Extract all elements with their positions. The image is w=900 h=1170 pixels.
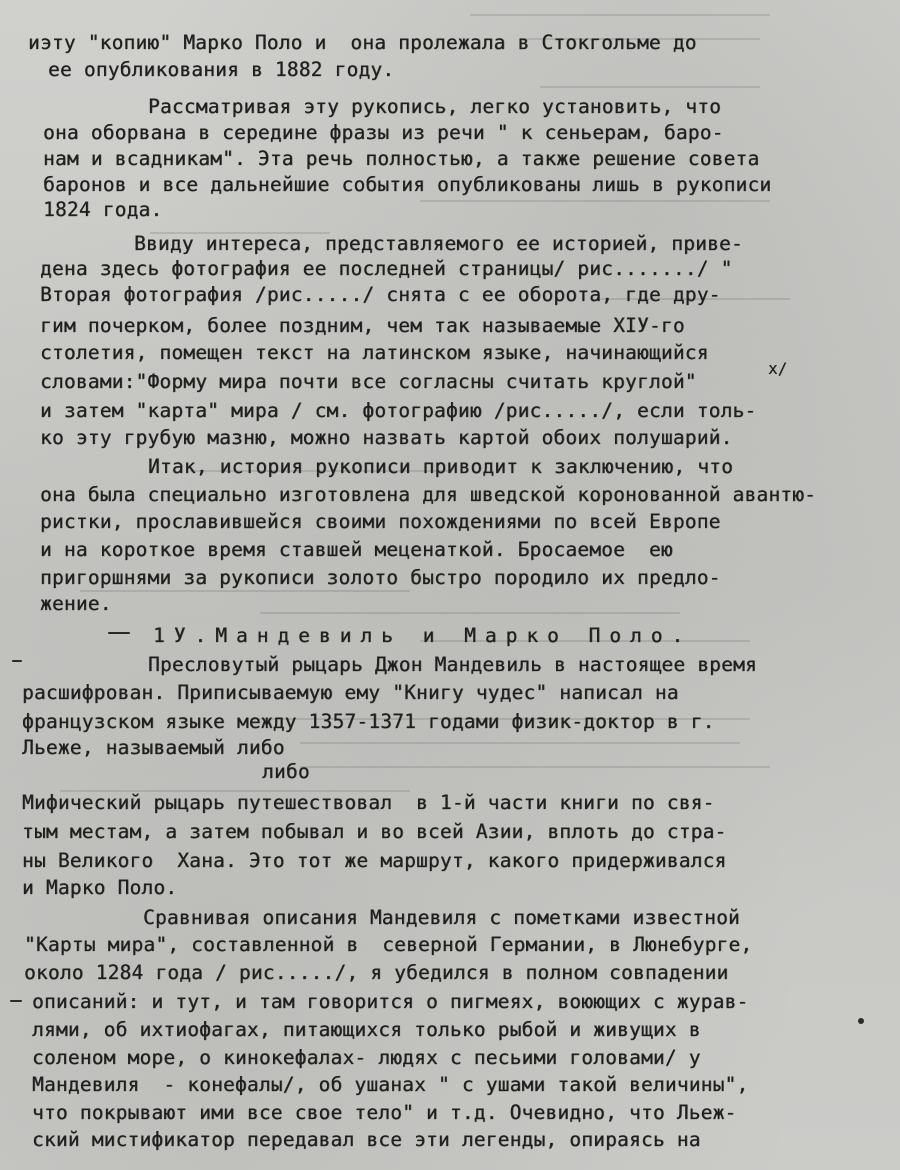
text-line: описаний: и тут, и там говорится о пигмеях, воюющих с журав- (32, 990, 749, 1013)
text-line: столетия, помещен текст на латинском языке, начинающийся (40, 341, 709, 364)
text-line: Итак, история рукописи приводит к заключению, что (148, 455, 734, 478)
text-line: тым местам, а затем побывал и во всей Азии, вплоть до стра- (22, 820, 727, 843)
text-line: жение. (40, 592, 112, 615)
text-line: ко эту грубую мазню, можно назвать картой обоих полушарий. (40, 426, 733, 449)
text-line: она оборвана в середине фразы из речи " к сеньерам, баро- (43, 121, 724, 144)
text-line: около 1284 года / рис...../, я убедился в полном совпадении (24, 961, 729, 984)
text-line: Рассматривая эту рукопись, легко установить, что (148, 95, 722, 118)
text-line: Льеже, называемый либо (22, 736, 285, 759)
ink-speck (858, 1018, 864, 1024)
text-line: и на короткое время ставшей меценаткой. Бросаемое ею (40, 538, 673, 561)
text-line: Мандевиля - конефалы/, об ушанах " с ушами такой величины", (32, 1073, 749, 1096)
text-line: 1824 года. (43, 198, 163, 221)
text-line: либо (262, 760, 310, 783)
text-line: что покрывают ими все свое тело" и т.д. Очевидно, что Льеж- (32, 1101, 737, 1124)
text-line: соленом море, о кинокефалах- людях с песьими головами/ у (32, 1046, 701, 1069)
footnote-mark: x/ (768, 359, 788, 378)
text-line: гим почерком, более поздним, чем так называемые XIУ-го (40, 314, 685, 337)
text-line: Пресловутый рыцарь Джон Мандевиль в настоящее время (148, 653, 757, 676)
text-line: и Марко Поло. (22, 876, 178, 899)
text-line: и затем "карта" мира / см. фотографию /рис...../, если толь- (40, 399, 757, 422)
text-line: пригоршнями за рукописи золото быстро породило их предло- (40, 566, 721, 589)
text-line: она была специально изготовлена для шведской коронованной авантю- (40, 483, 817, 506)
text-line: ристки, прославившейся своими похождениями по всей Европе (40, 510, 721, 533)
text-line: дена здесь фотография ее последней страницы/ рис......./ " (40, 257, 733, 280)
ink-speck (12, 660, 22, 662)
text-line: Мифический рыцарь путешествовал в 1-й части книги по свя- (22, 791, 715, 814)
text-line: ее опубликования в 1882 году. (48, 58, 395, 81)
text-line: французском языке между 1357-1371 годами физик-доктор в г. (22, 710, 715, 733)
text-line: лями, об ихтиофагах, питающихся только рыбой и живущих в (32, 1018, 701, 1041)
text-line: иэту "копию" Марко Поло и она пролежала в Стокгольме до (28, 31, 697, 54)
text-line: "Карты мира", составленной в северной Германии, в Люнебурге, (24, 933, 753, 956)
text-line: ский мистификатор передавал все эти легенды, опираясь на (32, 1128, 701, 1151)
text-line: баронов и все дальнейшие события опубликованы лишь в рукописи (43, 173, 772, 196)
text-line: Вторая фотография /рис...../ снята с ее оборота, где дру- (40, 283, 721, 306)
text-line: словами:"Форму мира почти все согласны считать круглой" (40, 370, 697, 393)
text-line: Сравнивая описания Мандевиля с пометками известной (143, 906, 740, 929)
section-heading: 1У.Мандевиль и Марко Поло. (153, 624, 693, 647)
text-line: ны Великого Хана. Это тот же маршрут, какого придерживался (22, 849, 727, 872)
text-line: расшифрован. Приписываемую ему "Книгу чудес" написал на (22, 681, 679, 704)
ink-speck (10, 1000, 22, 1002)
text-line: Ввиду интереса, представляемого ее историей, приве- (134, 232, 743, 255)
text-line: нам и всадникам". Эта речь полностью, а также решение совета (43, 147, 760, 170)
ink-speck (108, 632, 130, 634)
